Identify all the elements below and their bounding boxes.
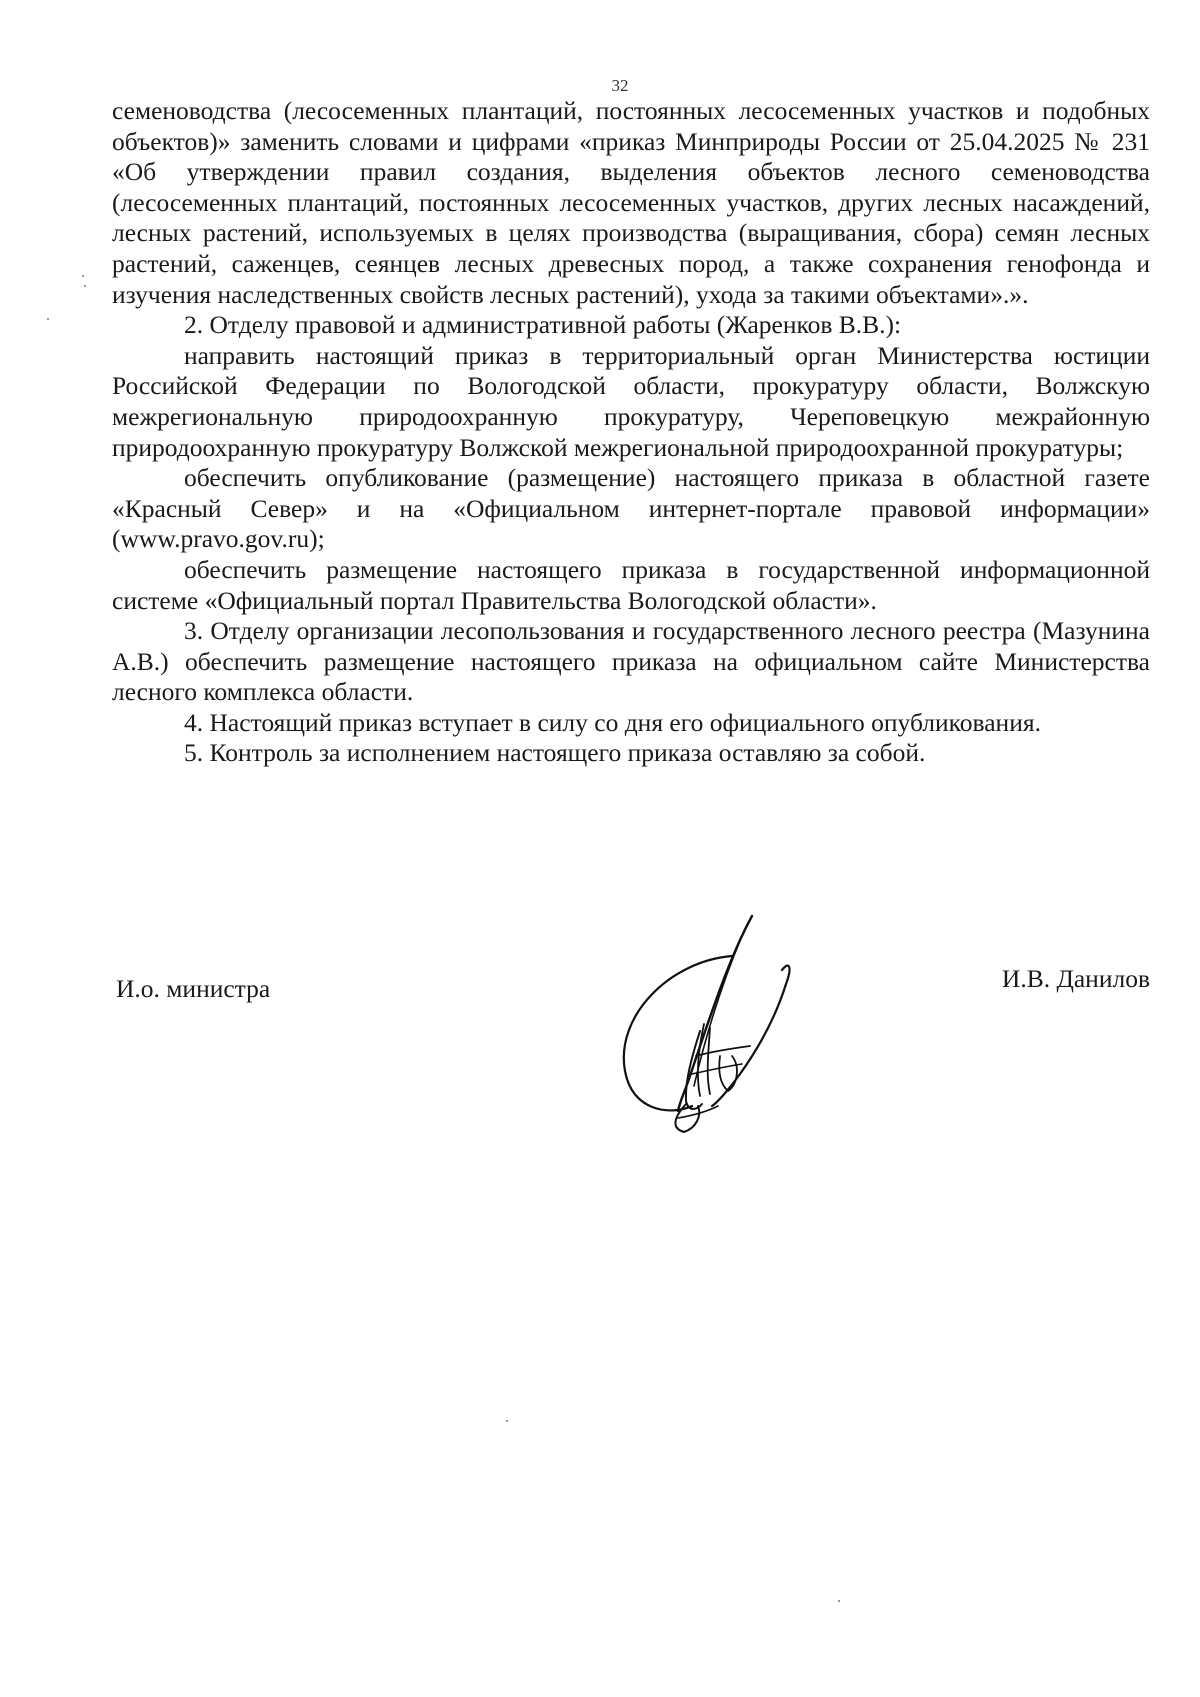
- scan-speck: [84, 285, 86, 287]
- paragraph-item-5: 5. Контроль за исполнением настоящего приказа оставляю за собой.: [184, 738, 926, 768]
- paragraph-item-2-portal: обеспечить размещение настоящего приказа в государственной информационной системе «Официальный портал Правительства Вологодской области».: [112, 554, 1150, 615]
- signatory-name: И.В. Данилов: [1001, 964, 1150, 993]
- scan-speck: [838, 1600, 840, 1602]
- paragraph-item-2-publish: обеспечить опубликование (размещение) настоящего приказа в областной газете «Красный Север» и на «Официальном интернет-портале правовой информации» (www.pravo.gov.ru);: [112, 463, 1150, 554]
- document-body: [112, 96, 1150, 769]
- paragraph-item-4: 4. Настоящий приказ вступает в силу со дня его официального опубликования.: [184, 707, 1041, 737]
- paragraph-continuation: семеноводства (лесосеменных плантаций, постоянных лесосеменных участков и подобных объектов)» заменить словами и цифрами «приказ Минприроды России от 25.04.2025 № 231 «Об утверждении правил создания, выделения объектов лесного семеноводства (лесосеменных плантаций, постоянных лесосеменных участков, других лесных насаждений, лесных растений, используемых в целях производства (выращивания, сбора) семян лесных растений, саженцев, сеянцев лесных древесных пород, а также сохранения генофонда и изучения наследственных свойств лесных растений), ухода за такими объектами».».: [112, 96, 1150, 309]
- scan-speck: [506, 1420, 508, 1422]
- paragraph-item-2: 2. Отделу правовой и административной работы (Жаренков В.В.):: [184, 310, 902, 340]
- scan-speck: [47, 318, 49, 320]
- scan-speck: [82, 275, 84, 277]
- page-number: 32: [611, 76, 629, 95]
- paragraph-item-2-send: направить настоящий приказ в территориальный орган Министерства юстиции Российской Федерации по Вологодской области, прокуратуру области, Волжскую межрегиональную природоохранную прокуратуру, Череповецкую межрайонную природоохранную прокуратуру Волжской межрегиональной природоохранной прокуратуры;: [112, 340, 1150, 462]
- handwritten-signature: [600, 906, 860, 1136]
- signatory-title: И.о. министра: [116, 974, 271, 1003]
- paragraph-item-3: 3. Отделу организации лесопользования и государственного лесного реестра (Мазунина А.В.) обеспечить размещение настоящего приказа на официальном сайте Министерства лесного комплекса области.: [112, 616, 1150, 707]
